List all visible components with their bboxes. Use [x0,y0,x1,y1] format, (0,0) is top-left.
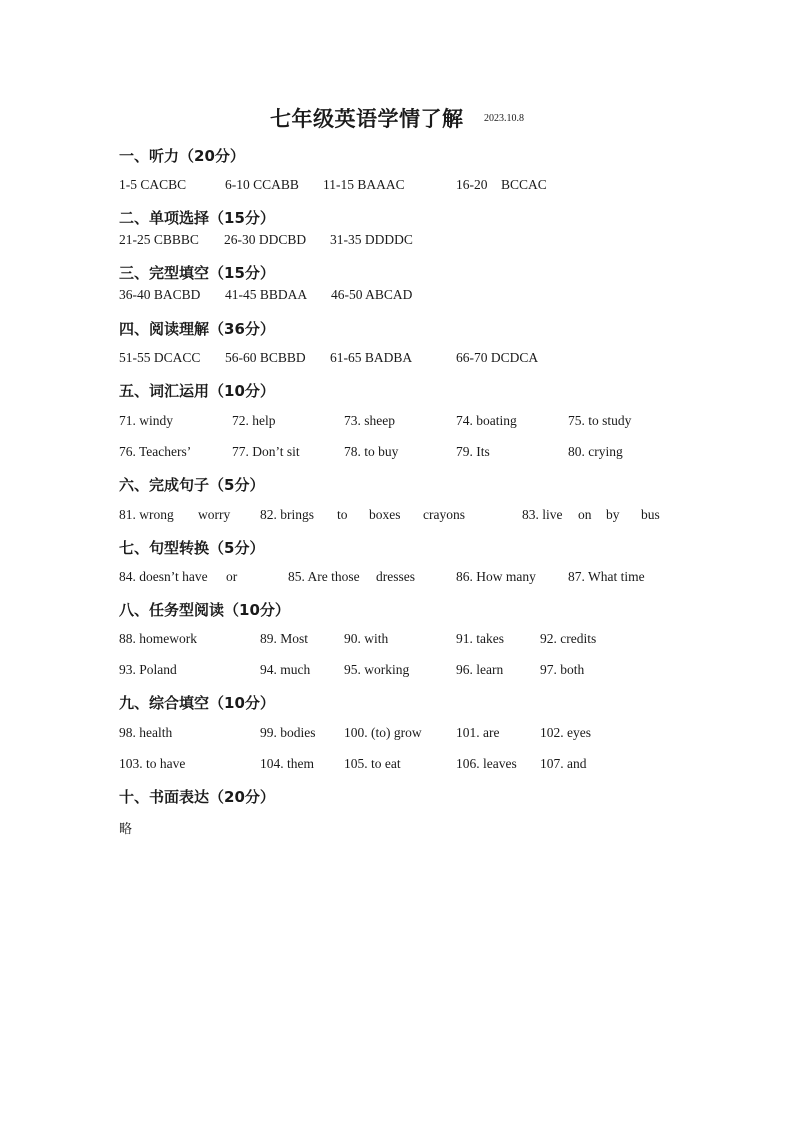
answer-cell: 51-55 DCACC [119,350,201,365]
answer-cell: 61-65 BADBA [330,350,413,365]
answer-cell: 73. sheep [344,413,395,428]
answer-cell: 86. How many [456,569,536,584]
answer-cell: 97. both [540,662,585,677]
section-heading-sentence-transformation: 七、句型转换（5分） [119,539,265,557]
answer-row [0,631,794,649]
answer-cell: 21-25 CBBBC [119,232,199,247]
answer-cell: 81. wrong [119,507,174,522]
answer-cell: to [337,507,348,522]
section-heading-reading: 四、阅读理解（36分） [119,320,275,338]
answer-row [0,350,794,368]
answer-cell: 11-15 BAAAC [323,177,405,192]
answer-cell: 72. help [232,413,276,428]
answer-cell: bus [641,507,660,522]
answer-cell: 91. takes [456,631,504,646]
answer-row [0,507,794,525]
answer-cell: 82. brings [260,507,314,522]
answer-cell: boxes [369,507,401,522]
answer-cell: 41-45 BBDAA [225,287,308,302]
answer-cell: 96. learn [456,662,504,677]
answer-cell: dresses [376,569,415,584]
section-heading-complete-sentences: 六、完成句子（5分） [119,476,265,494]
exam-date: 2023.10.8 [484,113,524,124]
answer-cell: 87. What time [568,569,645,584]
answer-cell: 80. crying [568,444,623,459]
answer-cell: 92. credits [540,631,597,646]
answer-row [0,662,794,680]
answer-row [0,413,794,431]
answer-row [0,232,794,250]
answer-cell: 79. Its [456,444,490,459]
answer-cell: 103. to have [119,756,186,771]
section-heading-vocabulary: 五、词汇运用（10分） [119,382,275,400]
answer-cell: 46-50 ABCAD [331,287,413,302]
answer-cell: 36-40 BACBD [119,287,201,302]
answer-cell: 95. working [344,662,410,677]
section-heading-writing: 十、书面表达（20分） [119,788,275,806]
section-heading-task-reading: 八、任务型阅读（10分） [119,601,290,619]
answer-cell: 94. much [260,662,311,677]
answer-cell: 16-20 BCCAC [456,177,547,192]
answer-cell: 101. are [456,725,500,740]
answer-cell: 71. windy [119,413,173,428]
answer-cell: 74. boating [456,413,517,428]
answer-cell: 26-30 DDCBD [224,232,307,247]
answer-row [0,569,794,587]
answer-cell: 99. bodies [260,725,316,740]
answer-cell: on [578,507,592,522]
answer-cell: 83. live [522,507,563,522]
answer-cell: 106. leaves [456,756,517,771]
answer-cell: crayons [423,507,465,522]
answer-row [0,444,794,462]
answer-cell: 31-35 DDDDC [330,232,413,247]
answer-cell: 56-60 BCBBD [225,350,306,365]
answer-cell: 104. them [260,756,314,771]
answer-cell: 66-70 DCDCA [456,350,539,365]
answer-cell: 105. to eat [344,756,401,771]
answer-cell: 88. homework [119,631,197,646]
answer-row [0,725,794,743]
writing-note: 略 [119,822,133,837]
answer-cell: 89. Most [260,631,309,646]
answer-cell: by [606,507,620,522]
answer-row [0,177,794,195]
answer-cell: 98. health [119,725,173,740]
answer-cell: 6-10 CCABB [225,177,299,192]
answer-cell: 75. to study [568,413,632,428]
section-heading-single-choice: 二、单项选择（15分） [119,209,275,227]
answer-cell: 76. Teachers’ [119,444,192,459]
answer-cell: 107. and [540,756,587,771]
section-heading-listening: 一、听力（20分） [119,147,245,165]
title-row [0,103,794,133]
answer-row [0,287,794,305]
answer-cell: 84. doesn’t have [119,569,208,584]
answer-cell: 100. (to) grow [344,725,422,740]
answer-cell: 102. eyes [540,725,591,740]
answer-row [0,756,794,774]
answer-cell: 78. to buy [344,444,399,459]
answer-cell: 90. with [344,631,389,646]
answer-cell: 93. Poland [119,662,177,677]
answer-cell: 77. Don’t sit [232,444,300,459]
section-heading-cloze: 三、完型填空（15分） [119,264,275,282]
page-title: 七年级英语学情了解 [270,107,464,131]
answer-cell: worry [198,507,231,522]
answer-cell: 1-5 CACBC [119,177,187,192]
answer-cell: 85. Are those [288,569,360,584]
section-heading-comprehensive-fill: 九、综合填空（10分） [119,694,275,712]
answer-cell: or [226,569,238,584]
